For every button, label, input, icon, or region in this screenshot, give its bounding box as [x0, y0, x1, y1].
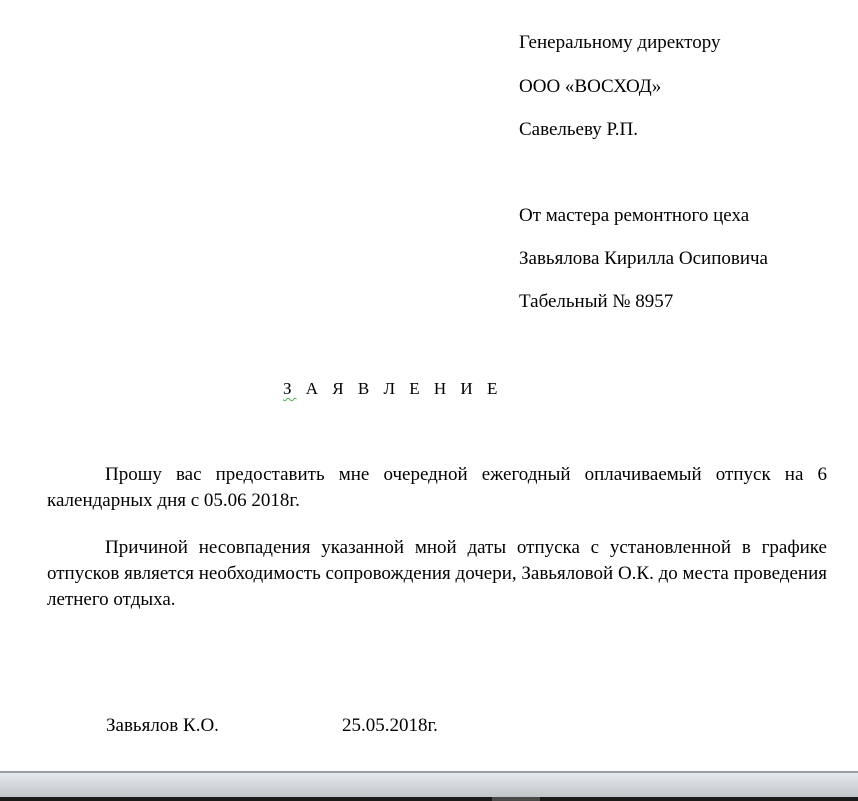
signature-name: Завьялов К.О. — [106, 715, 219, 736]
signature-date: 25.05.2018г. — [342, 715, 438, 736]
taskbar-item[interactable] — [492, 797, 540, 801]
sender-employee-number: Табельный № 8957 — [519, 291, 674, 312]
title-rest: А Я В Л Е Н И Е — [296, 379, 503, 398]
document-title — [283, 378, 502, 400]
recipient-name: Савельеву Р.П. — [519, 119, 638, 140]
sender-name: Завьялова Кирилла Осиповича — [519, 248, 768, 269]
taskbar — [0, 797, 858, 801]
sender-position: От мастера ремонтного цеха — [519, 205, 750, 226]
recipient-position: Генеральному директору — [519, 32, 721, 53]
status-bar — [0, 773, 858, 797]
paragraph-reason: Причиной несовпадения указанной мной даты отпуска с установленной в графике отпусков является необходимость сопровождения дочери, Завьяловой О.К. до места проведения летнего отдыха. — [47, 537, 827, 610]
spellcheck-marked-letter: З — [283, 379, 297, 398]
paragraph-request: Прошу вас предоставить мне очередной ежегодный оплачиваемый отпуск на 6 календарных дня с 05.06 2018г. — [47, 464, 827, 511]
recipient-company: ООО «ВОСХОД» — [519, 76, 662, 97]
